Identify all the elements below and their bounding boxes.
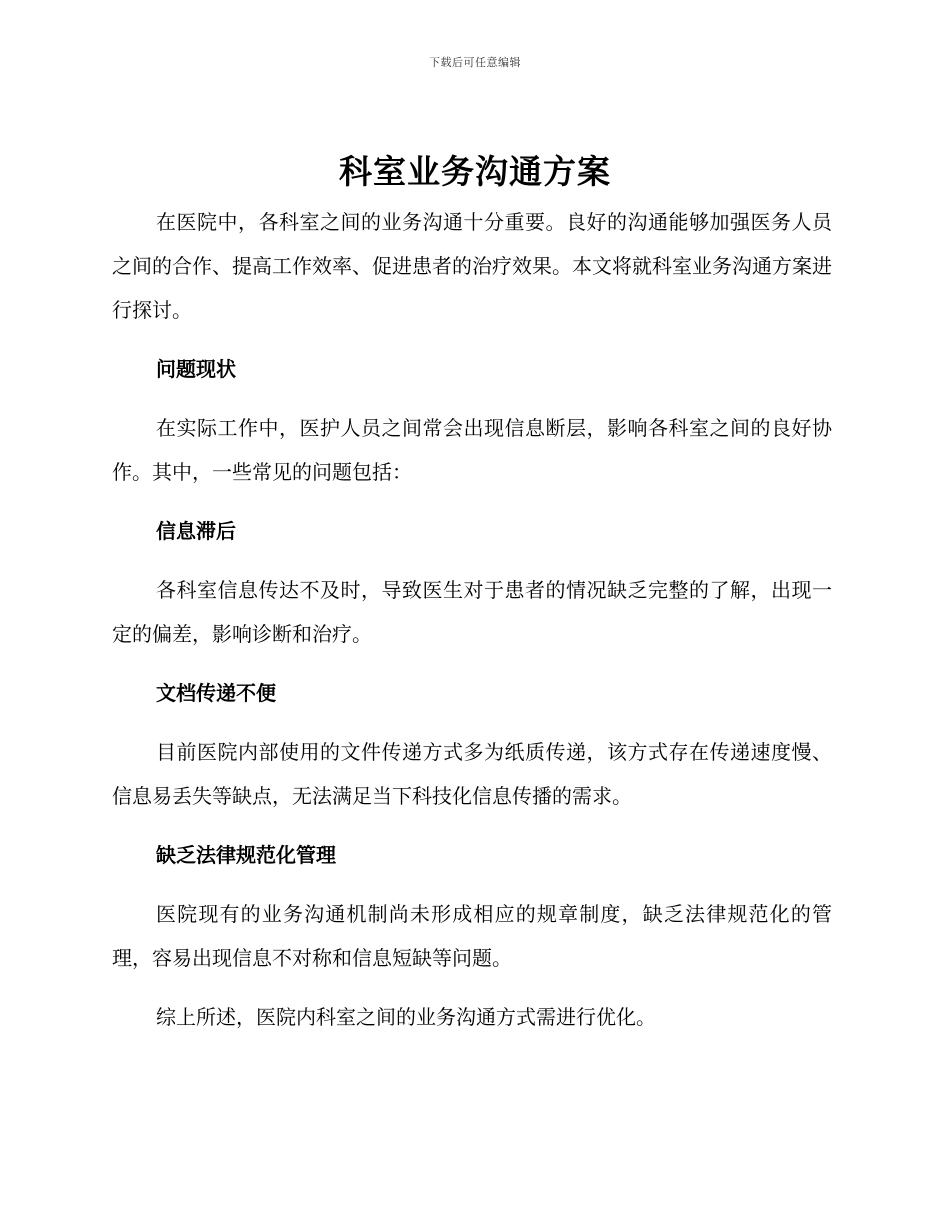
paragraph-legal-management: 医院现有的业务沟通机制尚未形成相应的规章制度，缺乏法律规范化的管理，容易出现信息不对称和信息短缺等问题。 (112, 902, 832, 970)
heading-legal-management: 缺乏法律规范化管理 (156, 843, 336, 867)
paragraph-doc-transfer: 目前医院内部使用的文件传递方式多为纸质传递，该方式存在传递速度慢、信息易丢失等缺点，无法满足当下科技化信息传播的需求。 (112, 740, 832, 808)
document-title: 科室业务沟通方案 (339, 152, 611, 191)
document-body (112, 200, 832, 1039)
intro-paragraph: 在医院中，各科室之间的业务沟通十分重要。良好的沟通能够加强医务人员之间的合作、提高工作效率、促进患者的治疗效果。本文将就科室业务沟通方案进行探讨。 (112, 210, 832, 322)
paragraph-problem-status: 在实际工作中，医护人员之间常会出现信息断层，影响各科室之间的良好协作。其中，一些常见的问题包括： (112, 416, 832, 484)
heading-problem-status: 问题现状 (156, 357, 236, 381)
paragraph-info-delay: 各科室信息传达不及时，导致医生对于患者的情况缺乏完整的了解，出现一定的偏差，影响诊断和治疗。 (112, 578, 832, 646)
conclusion-paragraph: 综上所述，医院内科室之间的业务沟通方式需进行优化。 (156, 1005, 656, 1029)
heading-doc-transfer: 文档传递不便 (156, 681, 276, 705)
header-note: 下载后可任意编辑 (429, 56, 521, 69)
heading-info-delay: 信息滞后 (156, 519, 236, 543)
